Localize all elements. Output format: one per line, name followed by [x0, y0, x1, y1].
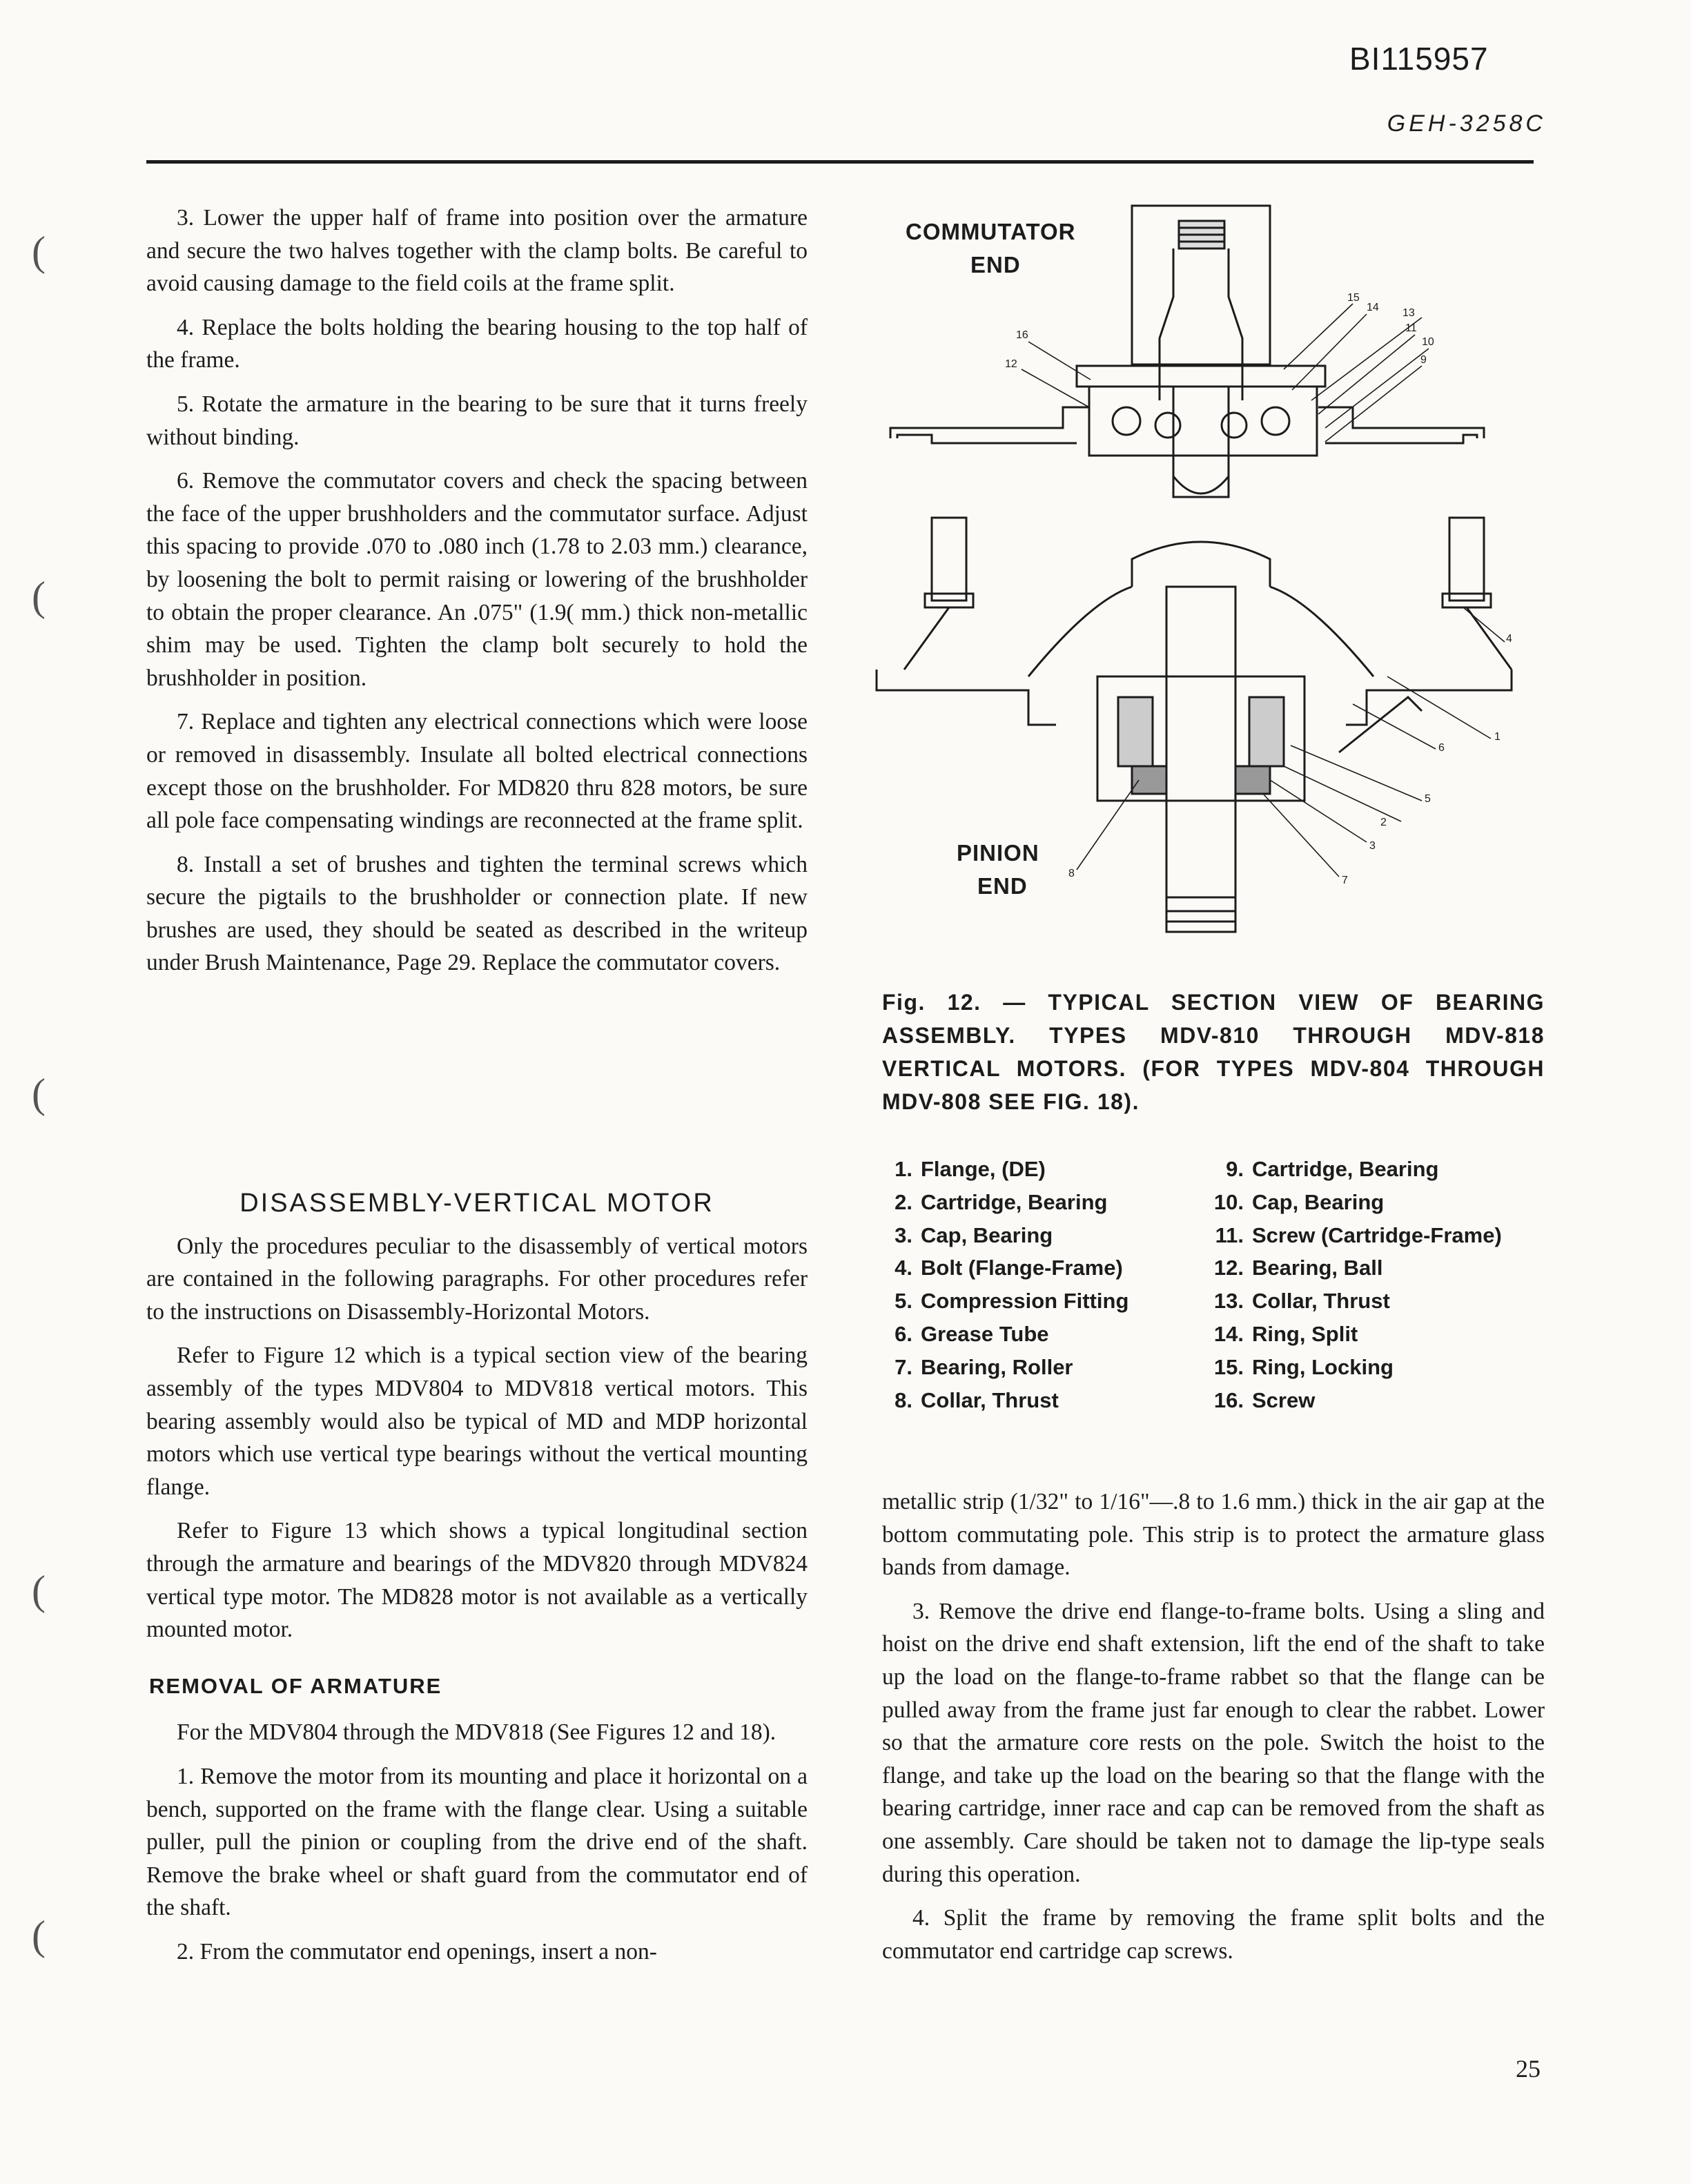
- legend-item: 14. Ring, Split: [1213, 1321, 1358, 1346]
- paragraph: For the MDV804 through the MDV818 (See Figures 12 and 18).: [177, 1719, 776, 1746]
- binding-hole-mark: (: [32, 228, 46, 274]
- paragraph: 1. Remove the motor from its mounting and place it horizontal on a bench, supported on the frame with the flange clear. Using a suitable puller, pull the pinion or coupling from the drive end of the shaft. Remove the brake wheel or shaft guard from the commutator end of the shaft.: [146, 1763, 808, 1921]
- figure-label-commutator-end: END: [970, 252, 1021, 277]
- figure-label-pinion-end: END: [977, 873, 1028, 899]
- binding-hole-mark: (: [32, 1071, 46, 1116]
- callout-11: 11: [1405, 322, 1417, 334]
- figure-label-pinion: PINION: [957, 840, 1039, 866]
- binding-hole-mark: (: [32, 1913, 46, 1958]
- legend-item: 1. Flange, (DE): [895, 1157, 1046, 1181]
- section-heading: DISASSEMBLY-VERTICAL MOTOR: [240, 1189, 714, 1218]
- paragraph: 5. Rotate the armature in the bearing to be sure that it turns freely without binding.: [146, 391, 808, 450]
- callout-2: 2: [1380, 817, 1387, 828]
- callout-6: 6: [1438, 742, 1445, 754]
- paragraph: 3. Lower the upper half of frame into position over the armature and secure the two halves together with the clamp bolts. Be careful to avoid causing damage to the field coils at the frame split.: [146, 205, 808, 297]
- callout-3: 3: [1369, 840, 1376, 852]
- bearing-section-figure: [870, 200, 1518, 953]
- page-number: 25: [1516, 2055, 1541, 2083]
- legend-item: 13. Collar, Thrust: [1213, 1289, 1390, 1314]
- document-id: BI115957: [1349, 41, 1489, 77]
- legend-item: 9. Cartridge, Bearing: [1226, 1157, 1439, 1181]
- left-column-bottom: [146, 1187, 808, 1979]
- legend-item: 11. Screw (Cartridge-Frame): [1215, 1222, 1502, 1247]
- legend-item: 8. Collar, Thrust: [895, 1387, 1059, 1412]
- subsection-heading: REMOVAL OF ARMATURE: [149, 1673, 442, 1698]
- callout-12: 12: [1005, 358, 1017, 370]
- document-code: GEH-3258C: [1387, 110, 1546, 137]
- binding-hole-mark: (: [32, 1568, 46, 1613]
- legend-item: 4. Bolt (Flange-Frame): [895, 1256, 1123, 1280]
- paragraph: Refer to Figure 12 which is a typical section view of the bearing assembly of the types MDV804 to MDV818 vertical motors. This bearing assembly would also be typical of MD and MDP horizontal motors which use vertical type bearings without the vertical mounting flange.: [146, 1343, 808, 1500]
- legend-item: 6. Grease Tube: [895, 1321, 1049, 1346]
- callout-4: 4: [1506, 633, 1512, 645]
- paragraph: 6. Remove the commutator covers and check the spacing between the face of the upper brushholders and the commutator surface. Adjust this spacing to provide .070 to .080 inch (1.78 to 2.03 mm.) clearance, by loosening the bolt to permit raising or lowering of the brushholder to obtain the proper clearance. An .075" (1.9( mm.) thick non-metallic shim may be used. Tighten the clamp bolt securely to hold the brushholder in position.: [146, 468, 808, 691]
- paragraph: Refer to Figure 13 which shows a typical longitudinal section through the armature and bearings of the MDV820 through MDV824 vertical type motor. The MD828 motor is not available as a vertically mounted motor.: [146, 1518, 808, 1643]
- paragraph: Only the procedures peculiar to the disassembly of vertical motors are contained in the following paragraphs. For other procedures refer to the instructions on Disassembly-Horizontal Motors.: [146, 1233, 808, 1325]
- legend-item: 3. Cap, Bearing: [895, 1222, 1053, 1247]
- legend-item: 5. Compression Fitting: [895, 1289, 1129, 1314]
- callout-9: 9: [1420, 354, 1427, 366]
- paragraph: 2. From the commutator end openings, insert a non-: [177, 1938, 657, 1964]
- parts-legend-left: [881, 1153, 1128, 1416]
- right-column: [882, 1485, 1545, 1978]
- paragraph: 4. Replace the bolts holding the bearing housing to the top half of the frame.: [146, 314, 808, 373]
- parts-legend-right: [1201, 1153, 1502, 1416]
- callout-13: 13: [1402, 307, 1415, 319]
- figure-label-commutator: COMMUTATOR: [906, 219, 1076, 244]
- legend-item: 12. Bearing, Ball: [1213, 1256, 1383, 1280]
- legend-item: 2. Cartridge, Bearing: [895, 1189, 1108, 1214]
- callout-16: 16: [1016, 329, 1028, 341]
- paragraph: 3. Remove the drive end flange-to-frame bolts. Using a sling and hoist on the drive end shaft extension, lift the end of the shaft to take up the load on the flange-to-frame rabbet so that the flange can be pulled away from the frame just far enough to clear the rabbet. Lower so that the armature core rests on the pole. Switch the hoist to the flange, and take up the load on the bearing so that the flange with the bearing cartridge, inner race and cap can be removed from the shaft as one assembly. Care should be taken not to damage the lip-type seals during this operation.: [882, 1598, 1545, 1887]
- callout-15: 15: [1347, 292, 1360, 304]
- legend-item: 16. Screw: [1213, 1387, 1316, 1412]
- callout-8: 8: [1068, 868, 1075, 879]
- paragraph: metallic strip (1/32" to 1/16"—.8 to 1.6 mm.) thick in the air gap at the bottom commutating pole. This strip is to protect the armature glass bands from damage.: [882, 1489, 1545, 1581]
- binding-hole-mark: (: [32, 574, 46, 619]
- legend-item: 7. Bearing, Roller: [895, 1354, 1073, 1379]
- callout-5: 5: [1425, 793, 1431, 805]
- legend-item: 15. Ring, Locking: [1213, 1354, 1394, 1379]
- paragraph: 8. Install a set of brushes and tighten the terminal screws which secure the pigtails to the brushholder or connection plate. If new brushes are used, they should be seated as described in the writeup under Brush Maintenance, Page 29. Replace the commutator covers.: [146, 851, 808, 976]
- callout-7: 7: [1342, 875, 1348, 886]
- header-rule: [146, 160, 1534, 164]
- legend-item: 10. Cap, Bearing: [1213, 1189, 1385, 1214]
- callout-1: 1: [1494, 731, 1501, 743]
- callout-10: 10: [1422, 336, 1434, 348]
- paragraph: 7. Replace and tighten any electrical connections which were loose or removed in disassembly. Insulate all bolted electrical connections except those on the brushholder. For MD820 thru 828 motors, be sure all pole face compensating windings are reconnected at the frame split.: [146, 709, 808, 834]
- figure-caption: Fig. 12. — TYPICAL SECTION VIEW OF BEARING ASSEMBLY. TYPES MDV-810 THROUGH MDV-818 VERTICAL MOTORS. (FOR TYPES MDV-804 THROUGH MDV-808 SEE FIG. 18).: [882, 990, 1545, 1114]
- paragraph: 4. Split the frame by removing the frame split bolts and the commutator end cartridge cap screws.: [882, 1905, 1545, 1964]
- callout-14: 14: [1367, 302, 1379, 313]
- left-column-top: [146, 202, 808, 991]
